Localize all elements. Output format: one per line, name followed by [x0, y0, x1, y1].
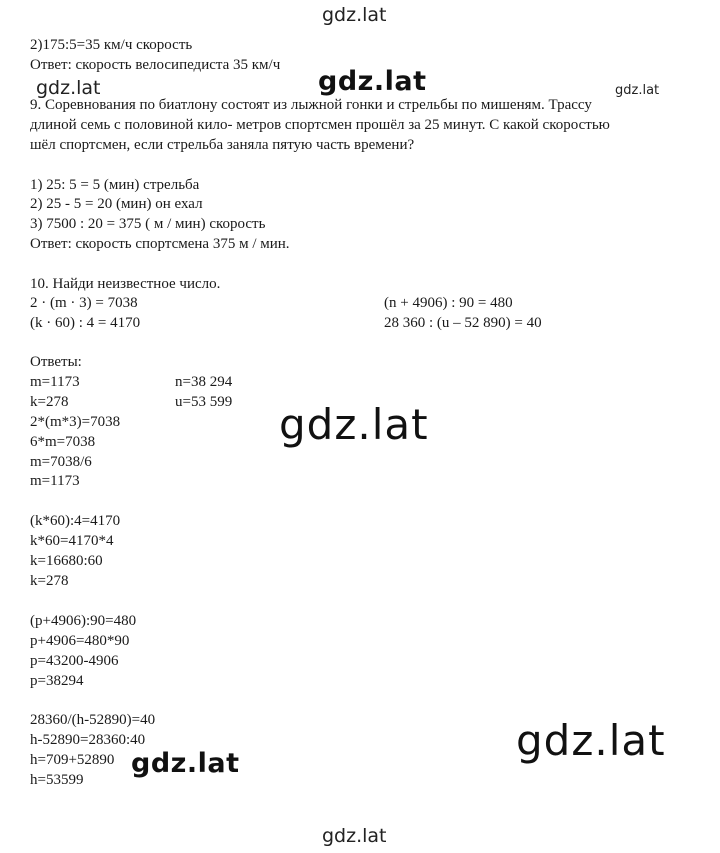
- task9-answer: Ответ: скорость спортсмена 375 м / мин.: [30, 236, 290, 252]
- task9-text-line-3: шёл спортсмен, если стрельба заняла пятую часть времени?: [30, 137, 415, 153]
- solution-m-line: m=7038/6: [30, 454, 92, 470]
- watermark-top: gdz.lat: [322, 4, 387, 26]
- solution-m-line: m=1173: [30, 473, 80, 489]
- watermark-left-small: gdz.lat: [36, 77, 101, 99]
- answers-header: Ответы:: [30, 354, 82, 370]
- task10-equation-u: 28 360 : (u – 52 890) = 40: [384, 315, 542, 331]
- solution-k-line: k=278: [30, 573, 69, 589]
- solution-p-line: p=38294: [30, 673, 84, 689]
- watermark-bottom-left-bold: gdz.lat: [131, 748, 240, 779]
- task10-equation-k: (k · 60) : 4 = 4170: [30, 315, 141, 331]
- task10-equation-m: 2 · (m · 3) = 7038: [30, 295, 138, 311]
- solution-p-line: p+4906=480*90: [30, 633, 130, 649]
- prev-task-answer: Ответ: скорость велосипедиста 35 км/ч: [30, 57, 281, 73]
- answer-k: k=278: [30, 394, 69, 410]
- solution-m-line: 2*(m*3)=7038: [30, 414, 121, 430]
- task9-text-line-2: длиной семь с половиной кило- метров спортсмен прошёл за 25 минут. С какой скоростью: [30, 117, 610, 133]
- prev-task-step-2: 2)175:5=35 км/ч скорость: [30, 37, 193, 53]
- solution-h-line: h=53599: [30, 772, 84, 788]
- watermark-bottom: gdz.lat: [322, 825, 387, 847]
- solution-k-line: k*60=4170*4: [30, 533, 114, 549]
- solution-p-line: (p+4906):90=480: [30, 613, 137, 629]
- watermark-bottom-right-large: gdz.lat: [516, 716, 666, 765]
- answer-m: m=1173: [30, 374, 80, 390]
- task9-text-line-1: 9. Соревнования по биатлону состоят из лыжной гонки и стрельбы по мишеням. Трассу: [30, 97, 592, 113]
- answer-n: n=38 294: [175, 374, 233, 390]
- solution-h-line: h-52890=28360:40: [30, 732, 146, 748]
- task9-step-2: 2) 25 - 5 = 20 (мин) он ехал: [30, 196, 203, 212]
- watermark-right-tiny: gdz.lat: [615, 83, 660, 98]
- solution-k-line: k=16680:60: [30, 553, 103, 569]
- task10-equation-n: (n + 4906) : 90 = 480: [384, 295, 513, 311]
- watermark-mid-bold: gdz.lat: [318, 66, 427, 97]
- solution-h-line: 28360/(h-52890)=40: [30, 712, 156, 728]
- task9-step-1: 1) 25: 5 = 5 (мин) стрельба: [30, 177, 200, 193]
- watermark-center-large: gdz.lat: [279, 400, 429, 449]
- task9-step-3: 3) 7500 : 20 = 375 ( м / мин) скорость: [30, 216, 266, 232]
- solution-k-line: (k*60):4=4170: [30, 513, 121, 529]
- solution-p-line: p=43200-4906: [30, 653, 119, 669]
- task10-title: 10. Найди неизвестное число.: [30, 276, 221, 292]
- solution-h-line: h=709+52890: [30, 752, 115, 768]
- solution-m-line: 6*m=7038: [30, 434, 96, 450]
- answer-u: u=53 599: [175, 394, 233, 410]
